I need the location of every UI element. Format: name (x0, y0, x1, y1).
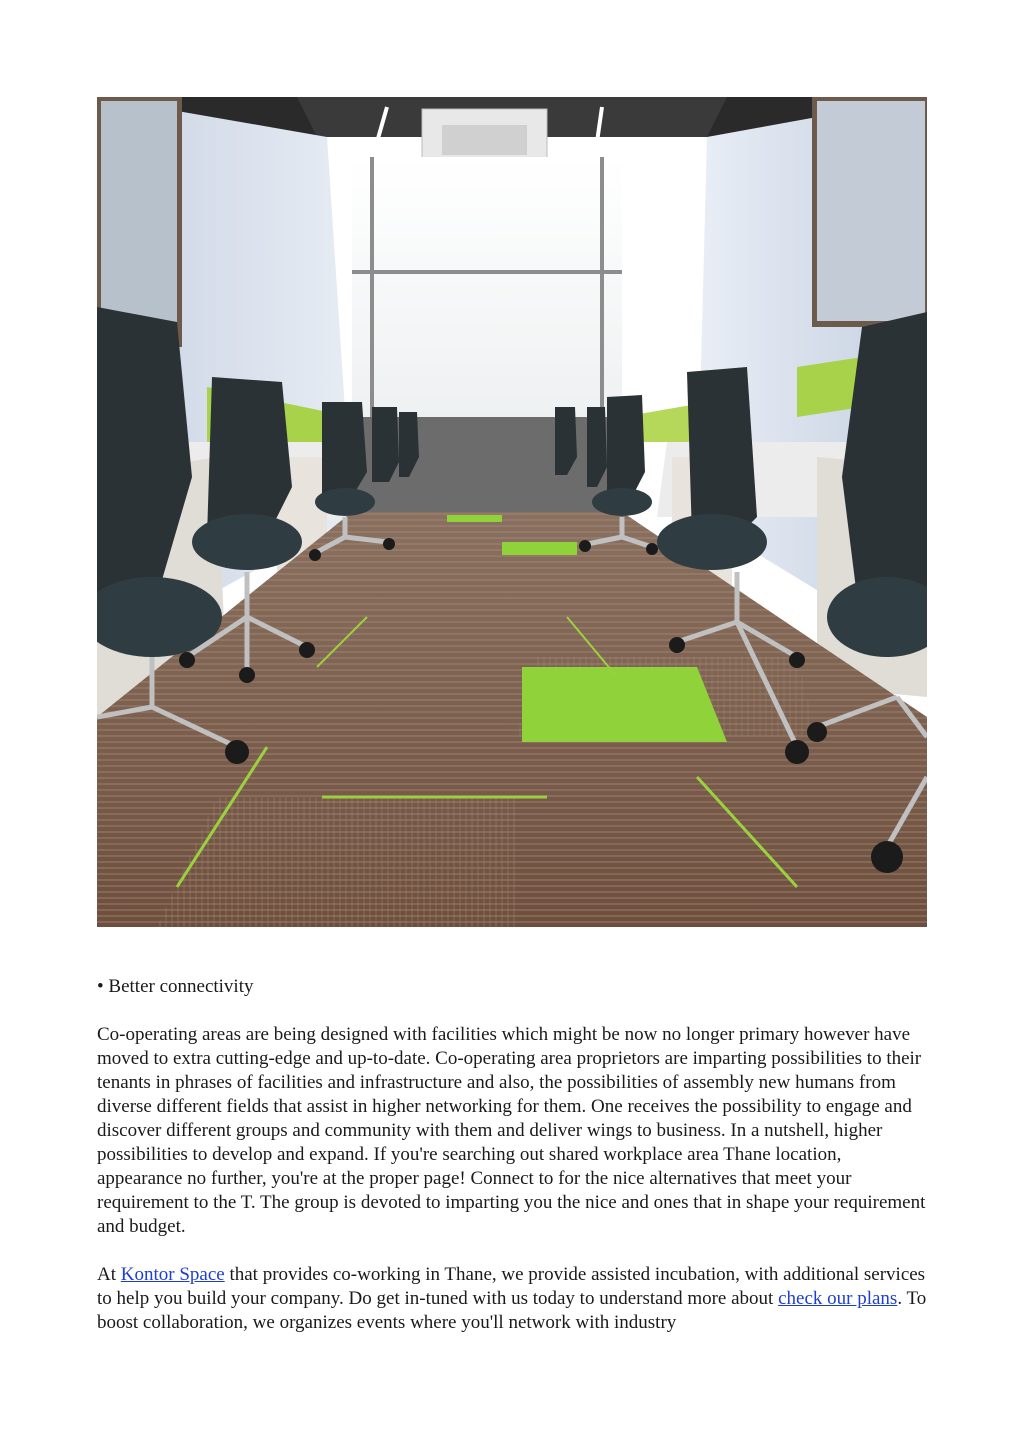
document-page (97, 97, 927, 1359)
paragraph2-suffix: . To boost collaboration, we organizes events where you'll network with industry (97, 1288, 927, 1333)
article-body (97, 975, 927, 1335)
bullet-better-connectivity: • Better connectivity (97, 976, 254, 997)
check-our-plans-link[interactable]: check our plans (778, 1288, 898, 1309)
paragraph2-middle: that provides co-working in Thane, we provide assisted incubation, with additional services to help you build your company. Do get in-tuned with us today to understand more about (97, 1264, 926, 1309)
office-photo (97, 97, 927, 927)
paragraph2-prefix: At (97, 1264, 121, 1285)
paragraph-kontor-space (97, 1263, 927, 1335)
kontor-space-link[interactable]: Kontor Space (120, 1264, 225, 1285)
paragraph-coworking-benefits: Co-operating areas are being designed with facilities which might be now no longer primary however have moved to extra cutting-edge and up-to-date. Co-operating area proprietors are imparting possibilities to their tenants in phrases of facilities and infrastructure and also, the possibilities of assembly new humans from diverse different fields that assist in higher networking for them. One receives the possibility to engage and discover different groups and community with them and deliver wings to business. In a nutshell, higher possibilities to develop and expand. If you're searching out shared workplace area Thane location, appearance no further, you're at the proper page! Connect to for the nice alternatives that meet your requirement to the T. The group is devoted to imparting you the nice and ones that in shape your requirement and budget. (97, 1024, 926, 1237)
